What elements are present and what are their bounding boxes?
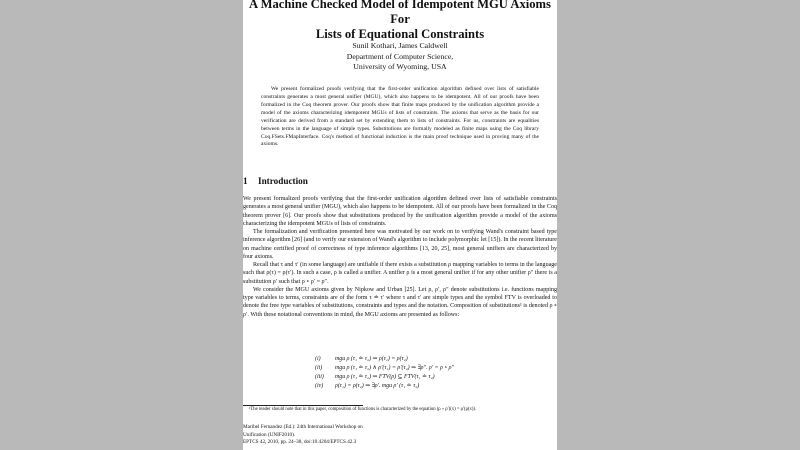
footnote: ¹The reader should note that in this paper, composition of functions is characterized by the equation (ρ ∘ ρ′)(x) = ρ′(ρ(x)). bbox=[249, 407, 477, 412]
department: Department of Computer Science, bbox=[346, 51, 454, 61]
title-line-2: Lists of Equational Constraints bbox=[315, 27, 485, 41]
section-heading bbox=[243, 175, 557, 187]
paper-page bbox=[243, 0, 557, 450]
axiom-formula: mgu ρ (τ₁ ≐ τ₂) ⇒ ρ(τ₁) = ρ(τ₂) bbox=[335, 356, 408, 362]
axiom-label: (iii) bbox=[315, 374, 324, 381]
authors: Sunil Kothari, James Caldwell bbox=[352, 41, 448, 50]
axiom-formula: mgu ρ (τ₁ ≐ τ₂) ⇒ FTV(ρ) ⊆ FTV(τ₁ ≐ τ₂) bbox=[335, 374, 435, 381]
abstract bbox=[261, 86, 539, 149]
paper-title bbox=[243, 0, 557, 42]
abstract-text: We present formalized proofs verifying that the first-order unification algorithm defined over lists of satisfiable constraints generates a most general unifier (MGU), which also happens to be idempotent. All of our proofs have been formalized in the Coq theorem prover. Our proofs show that finite maps produced by the unification algorithm provide a model of the axioms characterizing idempotent MGUs of lists of constraints. The axioms that serve as the basis for our verification are derived from a standard set by extending them to lists of constraints. For us, constraints are equalities between terms in the language of simple types. Substitutions are formally modeled as finite maps using the Coq library Coq.FSets.FMapInterface. Coq's method of functional induction is the main proof technique used in proving many of the axioms. bbox=[261, 86, 539, 148]
author-block bbox=[243, 41, 557, 73]
axiom-formula: ρ(τ₁) = ρ(τ₂) ⇒ ∃ρ′. mgu ρ′ (τ₁ ≐ τ₂) bbox=[335, 383, 420, 390]
axiom-label: (i) bbox=[315, 356, 321, 362]
intro-paragraph-3: Recall that τ and τ′ (in some language) are unifiable if there exists a substitution ρ mapping variables to terms in the language such that ρ(τ) = ρ(τ′). In such a case, ρ is called a unifier. A unifier ρ is a most general unifier if for any other unifier ρ″ there is a substitution ρ′ such that ρ ∘ ρ′ = ρ″. bbox=[243, 262, 557, 285]
mgu-axioms bbox=[315, 355, 545, 391]
intro-paragraph-4: We consider the MGU axioms given by Nipkow and Urban [25]. Let ρ, ρ′, ρ″ denote substitutions i.e. functions mapping type variables to terms, constraints are of the form τ ≐ τ′ where τ and τ′ are simple types and the symbol FTV is overloaded to denote the free type variables of substitutions, constraints and types and the notation. Composition of substitutions¹ is denoted ρ ∘ ρ′. With these notational conventions in mind, the MGU axioms are presented as follows: bbox=[243, 286, 557, 318]
publisher-line-1: Maribel Fernandez (Ed.): 24th International Workshop on bbox=[243, 424, 363, 430]
publication-info bbox=[243, 424, 443, 447]
intro-paragraph-1: We present formalized proofs verifying that the first-order unification algorithm defined over lists of satisfiable constraints generates a most general unifier (MGU), which also happens to be idempotent. All of our proofs have been formalized in the Coq theorem prover [6]. Our proofs show that substitutions produced by the unification algorithm provide a model of the axioms characterizing the idempotent MGUs of lists of constraints. bbox=[243, 196, 557, 227]
axiom-item bbox=[315, 364, 545, 373]
axiom-item bbox=[315, 355, 545, 364]
section-title: Introduction bbox=[258, 176, 308, 186]
introduction-body bbox=[243, 195, 557, 319]
university: University of Wyoming, USA bbox=[353, 62, 447, 71]
axiom-item bbox=[315, 373, 545, 382]
publisher-line-3: EPTCS 42, 2010, pp. 24–38, doi:10.4204/EPTCS.42.3 bbox=[243, 439, 357, 446]
axiom-formula: mgu ρ (τ₁ ≐ τ₂) ∧ ρ′(τ₁) = ρ′(τ₂) ⇒ ∃ρ″. ρ′ = ρ ∘ ρ″ bbox=[335, 365, 454, 372]
footnote-rule bbox=[243, 405, 363, 406]
title-line-1: A Machine Checked Model of Idempotent MGU Axioms For bbox=[249, 0, 551, 26]
publisher-line-2: Unification (UNIF2010). bbox=[243, 431, 296, 438]
intro-paragraph-2: The formalization and verification presented here was motivated by our work on to verifying Wand's constraint based type inference algorithm [26] (and to verify our extension of Wand's algorithm to include polymorphic let [15]). In the recent literature on machine certified proof of correctness of type inference algorithms [13, 20, 25], most general unifiers are characterized by four axioms. bbox=[243, 229, 557, 260]
axiom-item bbox=[315, 382, 545, 391]
axiom-label: (ii) bbox=[315, 365, 323, 372]
section-number: 1 bbox=[243, 176, 248, 186]
axiom-label: (iv) bbox=[315, 383, 324, 390]
